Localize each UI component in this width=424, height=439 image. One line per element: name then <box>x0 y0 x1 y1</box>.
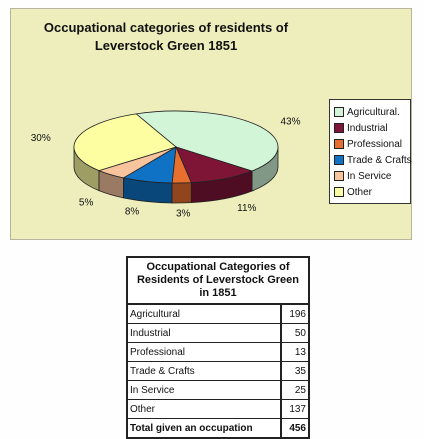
legend-swatch-professional <box>334 139 344 149</box>
slice-label-professional: 3% <box>175 208 191 220</box>
legend-swatch-industrial <box>334 123 344 133</box>
legend-item-trade-crafts <box>334 152 412 168</box>
table-cell-category: Agricultural <box>128 305 282 323</box>
legend <box>329 99 411 204</box>
table-cell-count: 137 <box>289 403 306 415</box>
table-cell-category: Professional <box>128 343 282 361</box>
chart-panel <box>10 8 412 240</box>
occupation-table <box>126 256 310 439</box>
legend-item-other <box>334 184 408 200</box>
table-cell-category: In Service <box>128 381 282 399</box>
table-row <box>128 324 308 343</box>
table-row <box>128 343 308 362</box>
table-row <box>128 305 308 324</box>
table-cell-category: Trade & Crafts <box>128 362 282 380</box>
legend-swatch-trade-crafts <box>334 155 344 165</box>
legend-item-professional <box>334 136 408 152</box>
table-total-row <box>128 419 308 437</box>
table-body <box>128 305 308 437</box>
slice-label-industrial: 11% <box>237 202 257 214</box>
legend-swatch-agricultural <box>334 107 344 117</box>
legend-item-agricultural <box>334 104 408 120</box>
slice-label-agricultural: 43% <box>280 116 301 128</box>
legend-label-trade-crafts: Trade & Crafts <box>347 154 412 166</box>
table-cell-count: 13 <box>294 346 306 358</box>
chart-title: Occupational categories of residents of Leverstock Green 1851 <box>43 20 289 53</box>
table-cell-count: 196 <box>289 308 306 320</box>
legend-swatch-other <box>334 187 344 197</box>
table-cell-category: Other <box>128 400 282 418</box>
legend-swatch-in-service <box>334 171 344 181</box>
table-row <box>128 381 308 400</box>
legend-label-industrial: Industrial <box>347 122 388 134</box>
table-cell-count: 35 <box>294 365 306 377</box>
table-row <box>128 362 308 381</box>
slice-label-other: 30% <box>30 132 51 144</box>
legend-label-agricultural: Agricultural. <box>347 106 400 118</box>
legend-label-in-service: In Service <box>347 170 392 182</box>
pie-side-professional <box>172 183 191 203</box>
table-cell-category: Total given an occupation <box>128 419 282 437</box>
slice-label-trade-crafts: 8% <box>124 206 140 218</box>
table-row <box>128 400 308 419</box>
table-cell-count: 50 <box>294 327 306 339</box>
table-title: Occupational Categories of Residents of Leverstock Green in 1851 <box>128 258 308 305</box>
table-cell-count: 25 <box>294 384 306 396</box>
table-cell-count: 456 <box>289 422 306 434</box>
slice-label-in-service: 5% <box>78 197 94 209</box>
legend-label-other: Other <box>347 186 373 198</box>
legend-item-in-service <box>334 168 408 184</box>
legend-item-industrial <box>334 120 408 136</box>
table-cell-category: Industrial <box>128 324 282 342</box>
legend-label-professional: Professional <box>347 138 403 150</box>
